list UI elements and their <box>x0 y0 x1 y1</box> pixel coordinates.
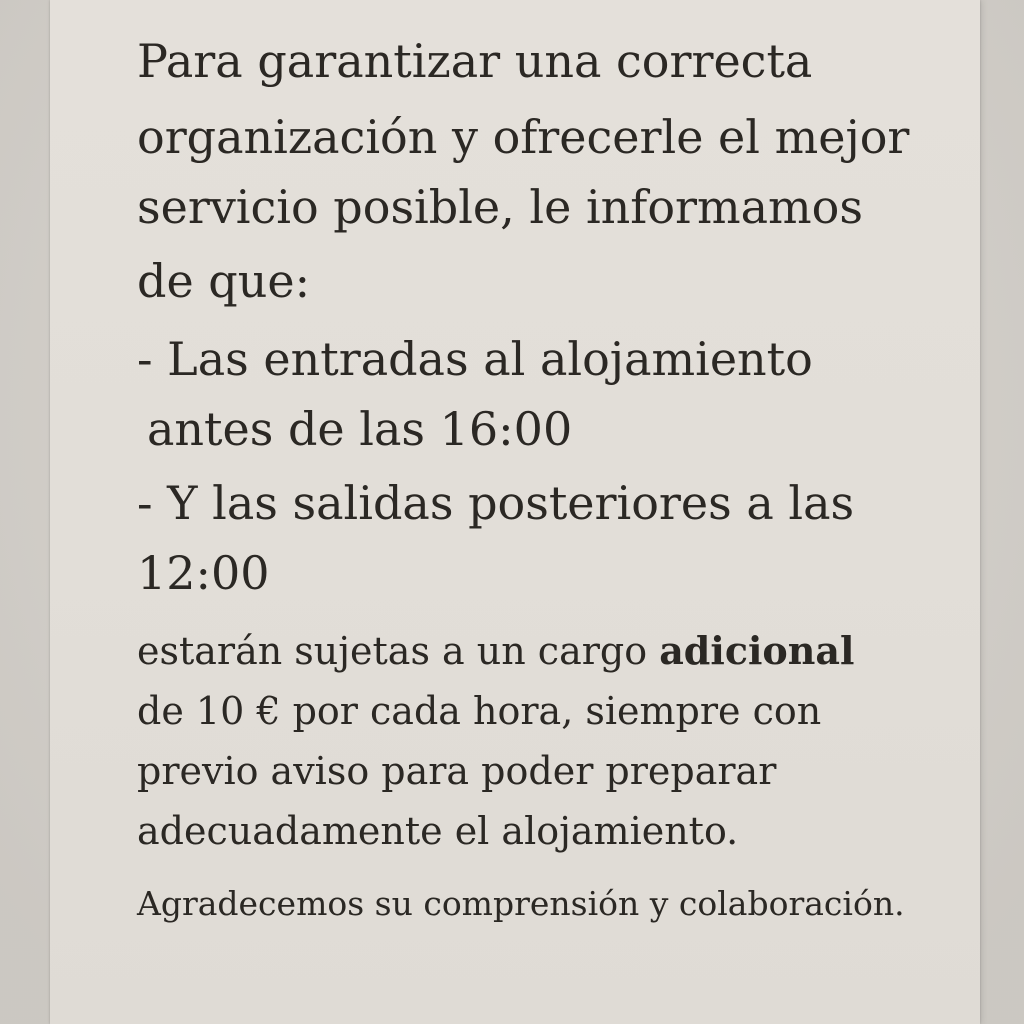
charge-line-1-text: estarán sujetas a un cargo <box>137 629 660 673</box>
intro-line-1: Para garantizar una correcta <box>137 34 813 88</box>
closing-line: Agradecemos su comprensión y colaboración. <box>137 884 905 923</box>
charge-line-1 <box>137 628 855 673</box>
charge-line-4: adecuadamente el alojamiento. <box>137 809 739 853</box>
rule-exit-line-2: 12:00 <box>137 546 270 600</box>
rule-entry-line-1: - Las entradas al alojamiento <box>137 332 813 386</box>
charge-line-3: previo aviso para poder preparar <box>137 749 777 793</box>
rule-exit-line-1: - Y las salidas posteriores a las <box>137 476 855 530</box>
intro-line-2: organización y ofrecerle el mejor <box>137 110 910 164</box>
charge-line-1-emphasis: adicional <box>659 628 855 673</box>
intro-line-3: servicio posible, le informamos <box>137 180 863 234</box>
rule-entry-line-2: antes de las 16:00 <box>147 402 573 456</box>
charge-line-2: de 10 € por cada hora, siempre con <box>137 689 822 733</box>
intro-line-4: de que: <box>137 254 311 308</box>
